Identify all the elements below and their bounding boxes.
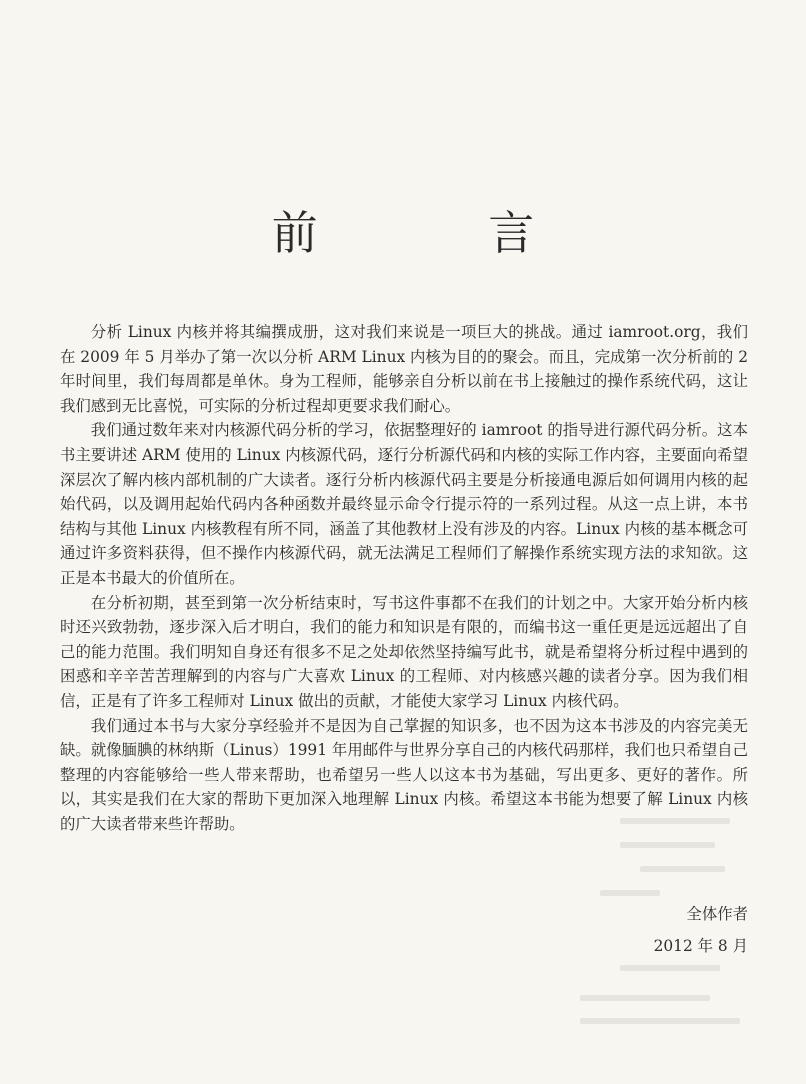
bleed-through-mark: [620, 965, 720, 971]
signature-date: 2012 年 8 月: [653, 937, 748, 955]
bleed-through-mark: [580, 1018, 740, 1024]
page-title: 前 言: [271, 206, 613, 260]
bleed-through-mark: [580, 995, 710, 1001]
bleed-through-mark: [640, 866, 725, 872]
bleed-through-mark: [620, 842, 715, 848]
paragraph-3: 在分析初期，甚至到第一次分析结束时，写书这件事都不在我们的计划之中。大家开始分析内核时还兴致勃勃，逐步深入后才明白，我们的能力和知识是有限的，而编书这一重任更是远远超出了自己的能力范围。我们明知自身还有很多不足之处却依然坚持编写此书，就是希望将分析过程中遇到的困惑和辛辛苦苦理解到的内容与广大喜欢 Linux 的工程师、对内核感兴趣的读者分享。因为我们相信，正是有了许多工程师对 Linux 做出的贡献，才能使大家学习 Linux 内核代码。: [60, 593, 748, 710]
paragraph-2: 我们通过数年来对内核源代码分析的学习，依据整理好的 iamroot 的指导进行源代码分析。这本书主要讲述 ARM 使用的 Linux 内核源代码，逐行分析源代码和内核的实际工作内容，主要面向希望深层次了解内核内部机制的广大读者。逐行分析内核源代码主要是分析接通电源后如何调用内核的起始代码，以及调用起始代码内各种函数并最终显示命令行提示符的一系列过程。从这一点上讲，本书结构与其他 Linux 内核教程有所不同，涵盖了其他教材上没有涉及的内容。Linux 内核的基本概念可通过许多资料获得，但不操作内核源代码，就无法满足工程师们了解操作系统实现方法的求知欲。这正是本书最大的价值所在。: [60, 421, 748, 587]
paragraph-1: 分析 Linux 内核并将其编撰成册，这对我们来说是一项巨大的挑战。通过 iamroot.org，我们在 2009 年 5 月举办了第一次以分析 ARM Linux 内核为目的的聚会。而且，完成第一次分析前的 2 年时间里，我们每周都是单休。身为工程师，能够亲自分析以前在书上接触过的操作系统代码，这让我们感到无比喜悦，可实际的分析过程却更要求我们耐心。: [60, 323, 748, 415]
bleed-through-mark: [620, 818, 730, 824]
preface-body: [60, 320, 748, 836]
signature-author: 全体作者: [686, 905, 748, 923]
paragraph-4: 我们通过本书与大家分享经验并不是因为自己掌握的知识多，也不因为这本书涉及的内容完美无缺。就像腼腆的林纳斯（Linus）1991 年用邮件与世界分享自己的内核代码那样，我们也只希望自己整理的内容能够给一些人带来帮助，也希望另一些人以这本书为基础，写出更多、更好的著作。所以，其实是我们在大家的帮助下更加深入地理解 Linux 内核。希望这本书能为想要了解 Linux 内核的广大读者带来些许帮助。: [60, 716, 748, 833]
bleed-through-mark: [600, 890, 660, 896]
